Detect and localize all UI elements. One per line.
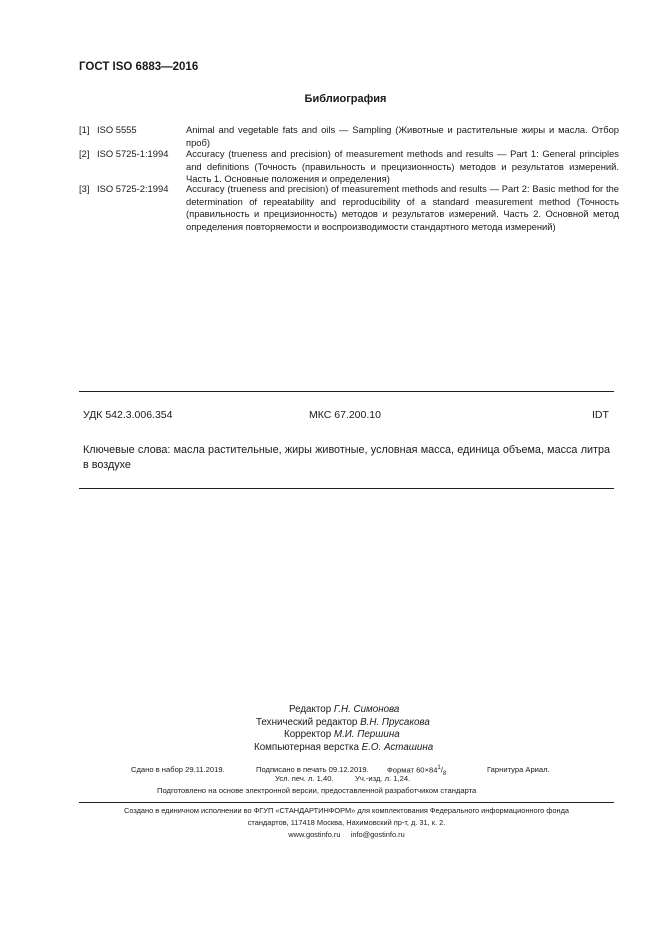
typeface: Гарнитура Ариал. — [487, 765, 550, 774]
udk-code: УДК 542.3.006.354 — [83, 409, 173, 421]
footer-line-2: стандартов, 117418 Москва, Нахимовский пр-т, д. 31, к. 2. — [247, 818, 446, 827]
format-fraction-num: 1 — [437, 765, 441, 771]
corrector-name: М.И. Першина — [333, 729, 400, 740]
email-link[interactable]: info@gostinfo.ru — [350, 830, 405, 839]
website-link[interactable]: www.gostinfo.ru — [288, 830, 341, 839]
format-fraction-den: 8 — [442, 771, 447, 778]
tech-editor-name: В.Н. Прусакова — [360, 717, 430, 728]
corrector-role: Корректор — [284, 729, 332, 740]
layout-line — [254, 742, 433, 755]
tech-editor-role: Технический редактор — [256, 717, 358, 728]
reference-text: Accuracy (trueness and precision) of measurement methods and results — Part 1: General principles and definitions (Точность (правильность и прецизионность) методов и результатов измерений. Часть 1. Основные положения и определения) — [186, 148, 619, 185]
reference-code: ISO 5725-2:1994 — [97, 183, 169, 194]
signed-date: Подписано в печать 09.12.2019. — [256, 765, 369, 774]
reference-code: ISO 5725-1:1994 — [97, 148, 169, 159]
reference-number: [1] — [79, 124, 90, 135]
tech-editor-line — [256, 717, 430, 730]
print-sheets: Усл. печ. л. 1,40. — [275, 774, 334, 783]
reference-item — [79, 124, 619, 149]
format-info: Формат $60\times 84^1/_8$ — [387, 765, 447, 778]
reference-number: [2] — [79, 148, 90, 159]
editor-line — [289, 704, 399, 717]
reference-text: Animal and vegetable fats and oils — Sampling (Животные и растительные жиры и масла. Отбор проб) — [186, 124, 619, 148]
idt-label: IDT — [592, 409, 609, 421]
submitted-date: Сдано в набор 29.11.2019. — [131, 765, 225, 774]
layout-name: Е.О. Асташина — [361, 742, 434, 753]
standard-header: ГОСТ ISO 6883—2016 — [79, 61, 199, 73]
reference-item — [79, 183, 619, 234]
reference-item — [79, 148, 619, 186]
footer-line-1: Создано в единичном исполнении во ФГУП «СТАНДАРТИНФОРМ» для комплектования Федерального информационного фонда — [124, 806, 569, 815]
divider — [79, 802, 614, 803]
reference-code: ISO 5555 — [97, 124, 137, 135]
footer-contacts — [79, 829, 614, 841]
editor-name: Г.Н. Симонова — [333, 704, 400, 715]
divider — [79, 488, 614, 489]
publisher-footer — [79, 805, 614, 841]
format-label: Формат 60×84 — [387, 765, 438, 775]
prepared-note: Подготовлено на основе электронной версии, предоставленной разработчиком стандарта — [157, 786, 477, 795]
bibliography-title: Библиография — [304, 93, 387, 105]
reference-text: Accuracy (trueness and precision) of measurement methods and results — Part 2: Basic method for the determination of repeatability and reproducibility of a standard measurement method (Точность (правильность и прецизионность) методов и результатов измерений. Часть 2. Основной метод определения повторяемости и воспроизводимости стандартного метода измерений) — [186, 183, 619, 233]
reference-number: [3] — [79, 183, 90, 194]
publishing-sheets: Уч.-изд. л. 1,24. — [355, 774, 411, 783]
editor-role: Редактор — [289, 704, 332, 715]
keywords: Ключевые слова: масла растительные, жиры животные, условная масса, единица объема, масса литра в воздухе — [83, 444, 610, 471]
corrector-line — [284, 729, 400, 742]
divider — [79, 391, 614, 392]
mks-code: МКС 67.200.10 — [309, 409, 381, 421]
layout-role: Компьютерная верстка — [254, 742, 359, 753]
